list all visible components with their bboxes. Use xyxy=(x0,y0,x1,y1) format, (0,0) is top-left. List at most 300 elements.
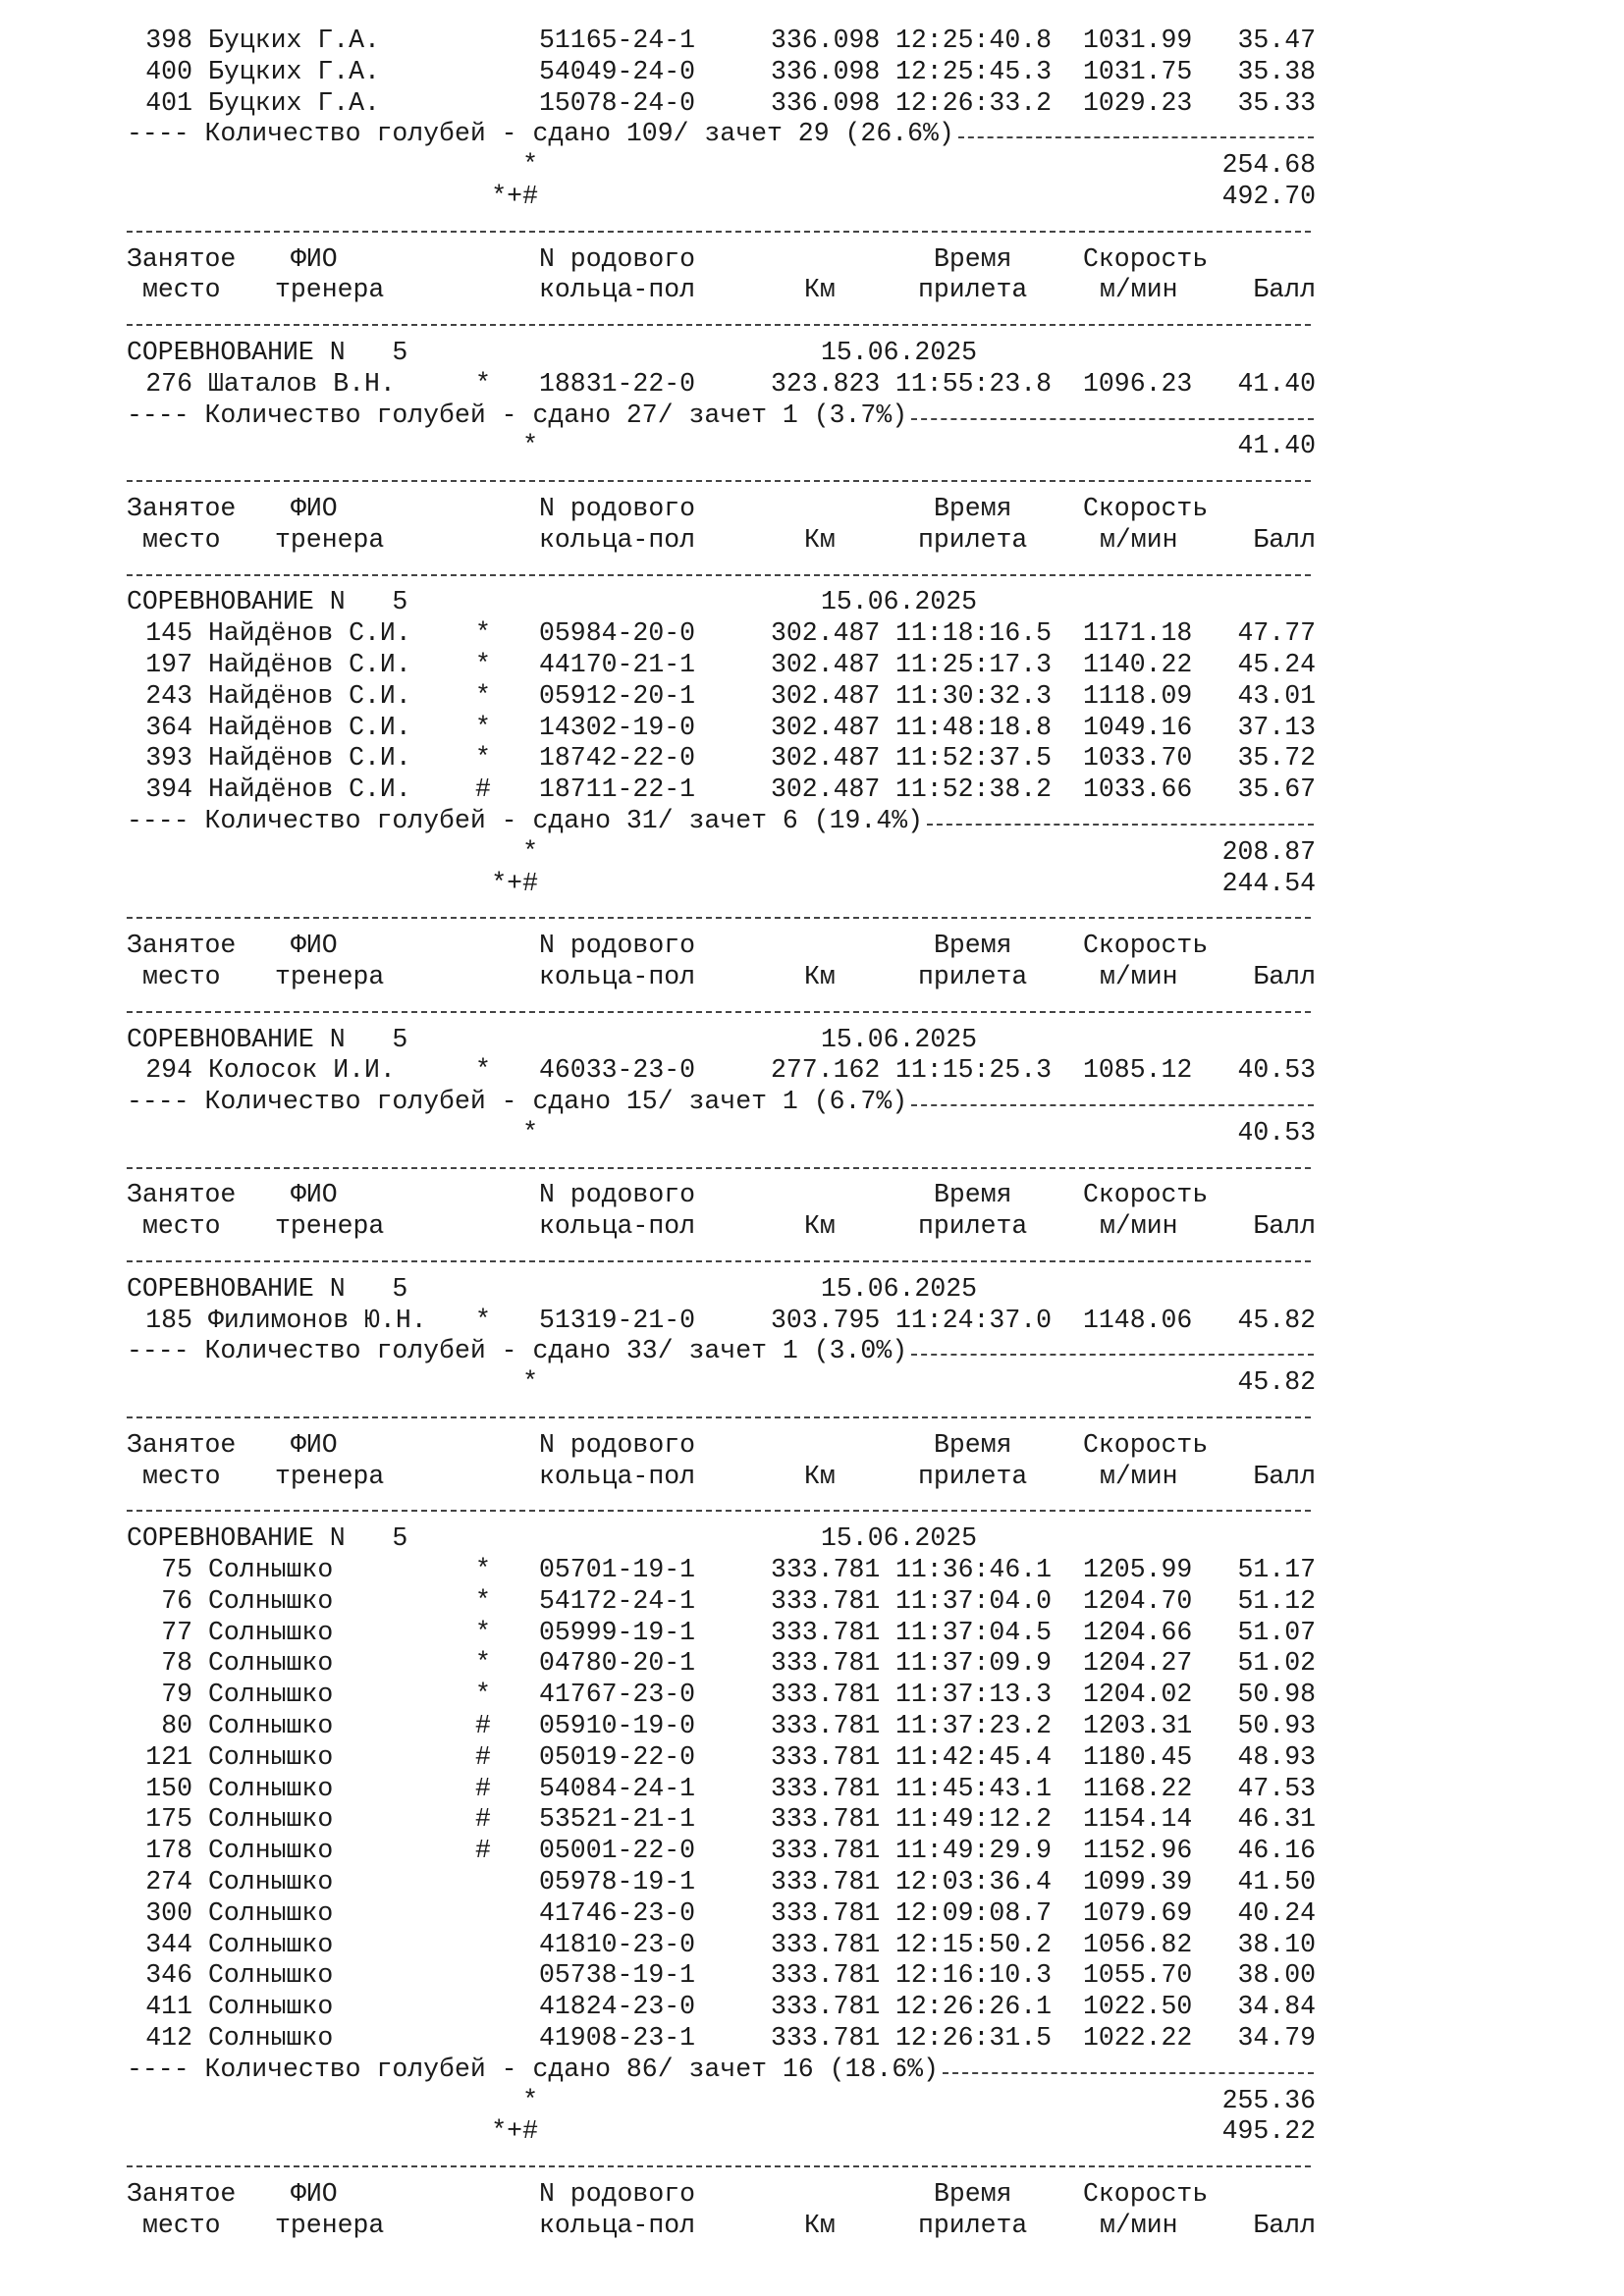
trainer-cell: Найдёнов С.И. xyxy=(208,680,411,711)
header-arrival: прилета xyxy=(918,961,1028,991)
header-ring: N родового xyxy=(539,2178,696,2209)
ring-cell: 05984-20-0 xyxy=(539,618,696,649)
place-cell: 121 xyxy=(145,1741,192,1772)
header-trainer-2: тренера xyxy=(275,2210,385,2240)
result-row xyxy=(0,1742,1624,1774)
separator-dashes xyxy=(127,480,1311,482)
arrival-time-cell: 11:49:29.9 xyxy=(895,1836,1053,1866)
ring-cell: 14302-19-0 xyxy=(539,712,696,742)
points-cell: 48.93 xyxy=(1237,1741,1316,1772)
distance-cell: 336.098 xyxy=(771,26,881,55)
ring-cell: 53521-21-1 xyxy=(539,1804,696,1835)
distance-cell: 333.781 xyxy=(771,1804,881,1835)
separator-line xyxy=(0,557,1624,588)
header-points: Балл xyxy=(1253,2210,1316,2240)
mark-cell: # xyxy=(475,774,491,805)
column-header-line-2 xyxy=(0,525,1624,557)
speed-cell: 1096.23 xyxy=(1083,368,1193,399)
place-cell: 274 xyxy=(145,1867,192,1897)
ring-cell: 41767-23-0 xyxy=(539,1680,696,1710)
distance-cell: 333.781 xyxy=(771,1960,881,1991)
ring-cell: 15078-24-0 xyxy=(539,87,696,118)
arrival-time-cell: 11:37:04.0 xyxy=(895,1585,1053,1616)
header-ring: N родового xyxy=(539,1429,696,1460)
separator-dashes xyxy=(127,324,1311,326)
total-mark: *+# xyxy=(491,868,538,898)
header-trainer: ФИО xyxy=(291,493,338,523)
header-points: Балл xyxy=(1253,275,1316,305)
speed-cell: 1204.27 xyxy=(1083,1648,1193,1679)
result-row xyxy=(0,1804,1624,1836)
separator-dashes xyxy=(127,917,1311,919)
header-arrival: прилета xyxy=(918,1461,1028,1491)
speed-cell: 1022.22 xyxy=(1083,2023,1193,2053)
points-cell: 34.79 xyxy=(1237,2023,1316,2053)
distance-cell: 333.781 xyxy=(771,1648,881,1679)
mark-cell: * xyxy=(475,1680,491,1710)
speed-cell: 1031.75 xyxy=(1083,56,1193,86)
arrival-time-cell: 11:37:09.9 xyxy=(895,1648,1053,1679)
arrival-time-cell: 11:49:12.2 xyxy=(895,1804,1053,1835)
speed-cell: 1152.96 xyxy=(1083,1836,1193,1866)
points-cell: 40.53 xyxy=(1237,1055,1316,1086)
separator-dashes xyxy=(127,1510,1311,1512)
arrival-time-cell: 12:25:40.8 xyxy=(895,26,1053,55)
mark-cell: # xyxy=(475,1836,491,1866)
separator-line xyxy=(0,2148,1624,2179)
mark-cell: * xyxy=(475,368,491,399)
speed-cell: 1140.22 xyxy=(1083,649,1193,679)
arrival-time-cell: 11:30:32.3 xyxy=(895,680,1053,711)
result-row xyxy=(0,650,1624,681)
competition-line xyxy=(0,587,1624,618)
distance-cell: 302.487 xyxy=(771,774,881,805)
trainer-cell: Найдёнов С.И. xyxy=(208,743,411,774)
result-row xyxy=(0,1930,1624,1961)
distance-cell: 277.162 xyxy=(771,1055,881,1086)
distance-cell: 323.823 xyxy=(771,368,881,399)
trainer-cell: Солнышко xyxy=(208,1804,334,1835)
total-line xyxy=(0,150,1624,182)
result-row xyxy=(0,681,1624,713)
header-ring-2: кольца-пол xyxy=(539,524,696,555)
mark-cell: # xyxy=(475,1711,491,1741)
speed-cell: 1180.45 xyxy=(1083,1741,1193,1772)
total-line xyxy=(0,2116,1624,2148)
distance-cell: 336.098 xyxy=(771,56,881,86)
header-km: Км xyxy=(804,524,836,555)
trainer-cell: Найдёнов С.И. xyxy=(208,649,411,679)
total-mark: * xyxy=(522,150,538,181)
ring-cell: 18711-22-1 xyxy=(539,774,696,805)
column-header-line-2 xyxy=(0,2211,1624,2242)
result-row xyxy=(0,743,1624,774)
result-row xyxy=(0,1711,1624,1742)
header-ring-2: кольца-пол xyxy=(539,275,696,305)
arrival-time-cell: 12:26:26.1 xyxy=(895,1992,1053,2022)
arrival-time-cell: 12:16:10.3 xyxy=(895,1960,1053,1991)
header-speed-unit: м/мин xyxy=(1100,524,1178,555)
points-cell: 51.12 xyxy=(1237,1585,1316,1616)
ring-cell: 05019-22-0 xyxy=(539,1741,696,1772)
separator-dashes xyxy=(127,2165,1311,2167)
total-mark: * xyxy=(522,2085,538,2115)
total-line xyxy=(0,837,1624,869)
speed-cell: 1205.99 xyxy=(1083,1555,1193,1585)
distance-cell: 333.781 xyxy=(771,1680,881,1710)
mark-cell: * xyxy=(475,1055,491,1086)
result-row xyxy=(0,88,1624,120)
place-cell: 412 xyxy=(145,2023,192,2053)
speed-cell: 1204.70 xyxy=(1083,1585,1193,1616)
competition-date: 15.06.2025 xyxy=(821,1523,978,1554)
header-ring-2: кольца-пол xyxy=(539,961,696,991)
speed-cell: 1171.18 xyxy=(1083,618,1193,649)
total-value: 244.54 xyxy=(1221,868,1316,898)
total-mark: * xyxy=(522,1367,538,1398)
result-row xyxy=(0,1306,1624,1337)
header-ring-2: кольца-пол xyxy=(539,1211,696,1242)
distance-cell: 302.487 xyxy=(771,649,881,679)
mark-cell: # xyxy=(475,1773,491,1803)
result-row xyxy=(0,1836,1624,1867)
points-cell: 47.53 xyxy=(1237,1773,1316,1803)
summary-dashes xyxy=(911,1104,1314,1106)
place-cell: 178 xyxy=(145,1836,192,1866)
total-value: 255.36 xyxy=(1221,2085,1316,2115)
header-time: Время xyxy=(934,243,1012,274)
header-trainer-2: тренера xyxy=(275,524,385,555)
speed-cell: 1204.02 xyxy=(1083,1680,1193,1710)
column-header-line-1 xyxy=(0,931,1624,962)
trainer-cell: Солнышко xyxy=(208,1867,334,1897)
arrival-time-cell: 11:48:18.8 xyxy=(895,712,1053,742)
points-cell: 40.24 xyxy=(1237,1897,1316,1928)
arrival-time-cell: 11:52:37.5 xyxy=(895,743,1053,774)
header-speed: Скорость xyxy=(1083,1429,1209,1460)
distance-cell: 333.781 xyxy=(771,1836,881,1866)
arrival-time-cell: 11:42:45.4 xyxy=(895,1741,1053,1772)
result-row xyxy=(0,1648,1624,1680)
mark-cell: * xyxy=(475,1617,491,1647)
summary-text: ---- Количество голубей - сдано 109/ зачет 29 (26.6%) xyxy=(127,119,954,149)
ring-cell: 51319-21-0 xyxy=(539,1305,696,1335)
competition-line xyxy=(0,1274,1624,1306)
separator-line xyxy=(0,1399,1624,1430)
speed-cell: 1029.23 xyxy=(1083,87,1193,118)
points-cell: 35.33 xyxy=(1237,87,1316,118)
column-header-line-2 xyxy=(0,1462,1624,1493)
column-header-line-2 xyxy=(0,275,1624,306)
points-cell: 51.07 xyxy=(1237,1617,1316,1647)
summary-line xyxy=(0,400,1624,432)
points-cell: 35.67 xyxy=(1237,774,1316,805)
arrival-time-cell: 12:09:08.7 xyxy=(895,1897,1053,1928)
column-header-line-2 xyxy=(0,1211,1624,1243)
result-row xyxy=(0,774,1624,806)
points-cell: 50.98 xyxy=(1237,1680,1316,1710)
distance-cell: 333.781 xyxy=(771,1741,881,1772)
competition-date: 15.06.2025 xyxy=(821,337,978,367)
summary-dashes xyxy=(911,418,1314,420)
summary-text: ---- Количество голубей - сдано 33/ зачет 1 (3.0%) xyxy=(127,1336,908,1366)
total-value: 495.22 xyxy=(1221,2116,1316,2147)
arrival-time-cell: 11:37:04.5 xyxy=(895,1617,1053,1647)
arrival-time-cell: 12:26:31.5 xyxy=(895,2023,1053,2053)
result-row xyxy=(0,1992,1624,2023)
distance-cell: 333.781 xyxy=(771,1992,881,2022)
results-document xyxy=(0,26,1624,2242)
header-speed-unit: м/мин xyxy=(1100,2210,1178,2240)
header-arrival: прилета xyxy=(918,1211,1028,1242)
header-ring: N родового xyxy=(539,493,696,523)
competition-date: 15.06.2025 xyxy=(821,1273,978,1304)
competition-line xyxy=(0,338,1624,369)
distance-cell: 302.487 xyxy=(771,680,881,711)
header-speed-unit: м/мин xyxy=(1100,1461,1178,1491)
summary-line xyxy=(0,1336,1624,1367)
header-place: Занятое xyxy=(127,243,237,274)
result-row xyxy=(0,1055,1624,1087)
points-cell: 38.10 xyxy=(1237,1929,1316,1959)
trainer-cell: Солнышко xyxy=(208,1836,334,1866)
ring-cell: 41908-23-1 xyxy=(539,2023,696,2053)
ring-cell: 05001-22-0 xyxy=(539,1836,696,1866)
trainer-cell: Солнышко xyxy=(208,1773,334,1803)
speed-cell: 1154.14 xyxy=(1083,1804,1193,1835)
speed-cell: 1033.70 xyxy=(1083,743,1193,774)
header-place-2: место xyxy=(142,275,221,305)
competition-line xyxy=(0,1523,1624,1555)
place-cell: 150 xyxy=(145,1773,192,1803)
total-value: 45.82 xyxy=(1237,1367,1316,1398)
mark-cell: * xyxy=(475,1648,491,1679)
trainer-cell: Шаталов В.Н. xyxy=(208,368,396,399)
speed-cell: 1118.09 xyxy=(1083,680,1193,711)
points-cell: 50.93 xyxy=(1237,1711,1316,1741)
total-value: 40.53 xyxy=(1237,1117,1316,1148)
header-time: Время xyxy=(934,2178,1012,2209)
distance-cell: 336.098 xyxy=(771,87,881,118)
header-trainer: ФИО xyxy=(291,2178,338,2209)
speed-cell: 1148.06 xyxy=(1083,1305,1193,1335)
speed-cell: 1203.31 xyxy=(1083,1711,1193,1741)
separator-dashes xyxy=(127,1167,1311,1169)
speed-cell: 1049.16 xyxy=(1083,712,1193,742)
points-cell: 41.40 xyxy=(1237,368,1316,399)
total-mark: * xyxy=(522,1117,538,1148)
header-km: Км xyxy=(804,1461,836,1491)
mark-cell: * xyxy=(475,680,491,711)
distance-cell: 333.781 xyxy=(771,1929,881,1959)
trainer-cell: Солнышко xyxy=(208,1617,334,1647)
ring-cell: 05738-19-1 xyxy=(539,1960,696,1991)
total-line xyxy=(0,182,1624,213)
total-mark: *+# xyxy=(491,2116,538,2147)
place-cell: 197 xyxy=(145,649,192,679)
place-cell: 76 xyxy=(161,1585,192,1616)
place-cell: 400 xyxy=(145,56,192,86)
header-ring: N родового xyxy=(539,1180,696,1210)
distance-cell: 303.795 xyxy=(771,1305,881,1335)
trainer-cell: Филимонов Ю.Н. xyxy=(208,1305,427,1335)
place-cell: 145 xyxy=(145,618,192,649)
header-time: Время xyxy=(934,1180,1012,1210)
result-row xyxy=(0,369,1624,400)
trainer-cell: Солнышко xyxy=(208,1897,334,1928)
points-cell: 38.00 xyxy=(1237,1960,1316,1991)
column-header-line-1 xyxy=(0,494,1624,525)
summary-text: ---- Количество голубей - сдано 31/ зачет 6 (19.4%) xyxy=(127,805,924,835)
separator-dashes xyxy=(127,1416,1311,1418)
trainer-cell: Солнышко xyxy=(208,1648,334,1679)
total-mark: * xyxy=(522,431,538,461)
speed-cell: 1099.39 xyxy=(1083,1867,1193,1897)
header-trainer: ФИО xyxy=(291,931,338,961)
speed-cell: 1022.50 xyxy=(1083,1992,1193,2022)
ring-cell: 18831-22-0 xyxy=(539,368,696,399)
place-cell: 75 xyxy=(161,1555,192,1585)
ring-cell: 54049-24-0 xyxy=(539,56,696,86)
place-cell: 243 xyxy=(145,680,192,711)
place-cell: 185 xyxy=(145,1305,192,1335)
header-speed: Скорость xyxy=(1083,243,1209,274)
distance-cell: 333.781 xyxy=(771,1773,881,1803)
header-trainer: ФИО xyxy=(291,1180,338,1210)
result-row xyxy=(0,1680,1624,1711)
speed-cell: 1055.70 xyxy=(1083,1960,1193,1991)
header-km: Км xyxy=(804,1211,836,1242)
arrival-time-cell: 11:55:23.8 xyxy=(895,368,1053,399)
header-place-2: место xyxy=(142,524,221,555)
separator-dashes xyxy=(127,231,1311,233)
speed-cell: 1033.66 xyxy=(1083,774,1193,805)
mark-cell: # xyxy=(475,1804,491,1835)
distance-cell: 333.781 xyxy=(771,1555,881,1585)
ring-cell: 44170-21-1 xyxy=(539,649,696,679)
header-arrival: прилета xyxy=(918,524,1028,555)
result-row xyxy=(0,1555,1624,1586)
header-points: Балл xyxy=(1253,1211,1316,1242)
mark-cell: * xyxy=(475,1555,491,1585)
header-time: Время xyxy=(934,1429,1012,1460)
distance-cell: 333.781 xyxy=(771,2023,881,2053)
arrival-time-cell: 11:18:16.5 xyxy=(895,618,1053,649)
header-points: Балл xyxy=(1253,524,1316,555)
ring-cell: 46033-23-0 xyxy=(539,1055,696,1086)
place-cell: 398 xyxy=(145,26,192,55)
distance-cell: 302.487 xyxy=(771,743,881,774)
trainer-cell: Буцких Г.А. xyxy=(208,26,380,55)
total-value: 254.68 xyxy=(1221,150,1316,181)
column-header-line-1 xyxy=(0,1180,1624,1211)
trainer-cell: Солнышко xyxy=(208,1992,334,2022)
ring-cell: 05999-19-1 xyxy=(539,1617,696,1647)
header-arrival: прилета xyxy=(918,2210,1028,2240)
points-cell: 37.13 xyxy=(1237,712,1316,742)
points-cell: 51.17 xyxy=(1237,1555,1316,1585)
header-trainer: ФИО xyxy=(291,243,338,274)
summary-line xyxy=(0,119,1624,150)
points-cell: 41.50 xyxy=(1237,1867,1316,1897)
result-row xyxy=(0,1774,1624,1805)
ring-cell: 04780-20-1 xyxy=(539,1648,696,1679)
mark-cell: * xyxy=(475,649,491,679)
header-trainer-2: тренера xyxy=(275,275,385,305)
column-header-line-1 xyxy=(0,1430,1624,1462)
header-km: Км xyxy=(804,961,836,991)
points-cell: 35.38 xyxy=(1237,56,1316,86)
distance-cell: 333.781 xyxy=(771,1585,881,1616)
header-place: Занятое xyxy=(127,493,237,523)
column-header-line-1 xyxy=(0,244,1624,276)
total-value: 208.87 xyxy=(1221,836,1316,867)
summary-line xyxy=(0,2055,1624,2086)
speed-cell: 1204.66 xyxy=(1083,1617,1193,1647)
arrival-time-cell: 12:25:45.3 xyxy=(895,56,1053,86)
points-cell: 45.82 xyxy=(1237,1305,1316,1335)
header-place-2: место xyxy=(142,2210,221,2240)
points-cell: 45.24 xyxy=(1237,649,1316,679)
total-line xyxy=(0,1118,1624,1149)
place-cell: 79 xyxy=(161,1680,192,1710)
arrival-time-cell: 11:15:25.3 xyxy=(895,1055,1053,1086)
header-place-2: место xyxy=(142,1211,221,1242)
header-place: Занятое xyxy=(127,931,237,961)
header-ring-2: кольца-пол xyxy=(539,2210,696,2240)
total-value: 41.40 xyxy=(1237,431,1316,461)
speed-cell: 1168.22 xyxy=(1083,1773,1193,1803)
points-cell: 51.02 xyxy=(1237,1648,1316,1679)
trainer-cell: Солнышко xyxy=(208,1711,334,1741)
speed-cell: 1085.12 xyxy=(1083,1055,1193,1086)
trainer-cell: Солнышко xyxy=(208,1929,334,1959)
result-row xyxy=(0,1960,1624,1992)
trainer-cell: Солнышко xyxy=(208,1680,334,1710)
trainer-cell: Найдёнов С.И. xyxy=(208,712,411,742)
header-arrival: прилета xyxy=(918,275,1028,305)
ring-cell: 41746-23-0 xyxy=(539,1897,696,1928)
header-time: Время xyxy=(934,493,1012,523)
competition-label: СОРЕВНОВАНИЕ N 5 xyxy=(127,587,408,617)
speed-cell: 1031.99 xyxy=(1083,26,1193,55)
header-time: Время xyxy=(934,931,1012,961)
arrival-time-cell: 12:03:36.4 xyxy=(895,1867,1053,1897)
competition-label: СОРЕВНОВАНИЕ N 5 xyxy=(127,1273,408,1304)
points-cell: 34.84 xyxy=(1237,1992,1316,2022)
trainer-cell: Буцких Г.А. xyxy=(208,56,380,86)
competition-line xyxy=(0,1025,1624,1056)
total-value: 492.70 xyxy=(1221,181,1316,211)
points-cell: 35.72 xyxy=(1237,743,1316,774)
points-cell: 47.77 xyxy=(1237,618,1316,649)
header-speed-unit: м/мин xyxy=(1100,275,1178,305)
place-cell: 344 xyxy=(145,1929,192,1959)
header-km: Км xyxy=(804,275,836,305)
summary-dashes xyxy=(927,824,1314,826)
ring-cell: 05910-19-0 xyxy=(539,1711,696,1741)
separator-line xyxy=(0,1492,1624,1523)
result-row xyxy=(0,1586,1624,1618)
arrival-time-cell: 11:36:46.1 xyxy=(895,1555,1053,1585)
mark-cell: # xyxy=(475,1741,491,1772)
summary-text: ---- Количество голубей - сдано 27/ зачет 1 (3.7%) xyxy=(127,400,908,430)
competition-label: СОРЕВНОВАНИЕ N 5 xyxy=(127,1024,408,1054)
summary-line xyxy=(0,1087,1624,1118)
trainer-cell: Солнышко xyxy=(208,1960,334,1991)
summary-dashes xyxy=(958,136,1314,138)
column-header-line-1 xyxy=(0,2179,1624,2211)
